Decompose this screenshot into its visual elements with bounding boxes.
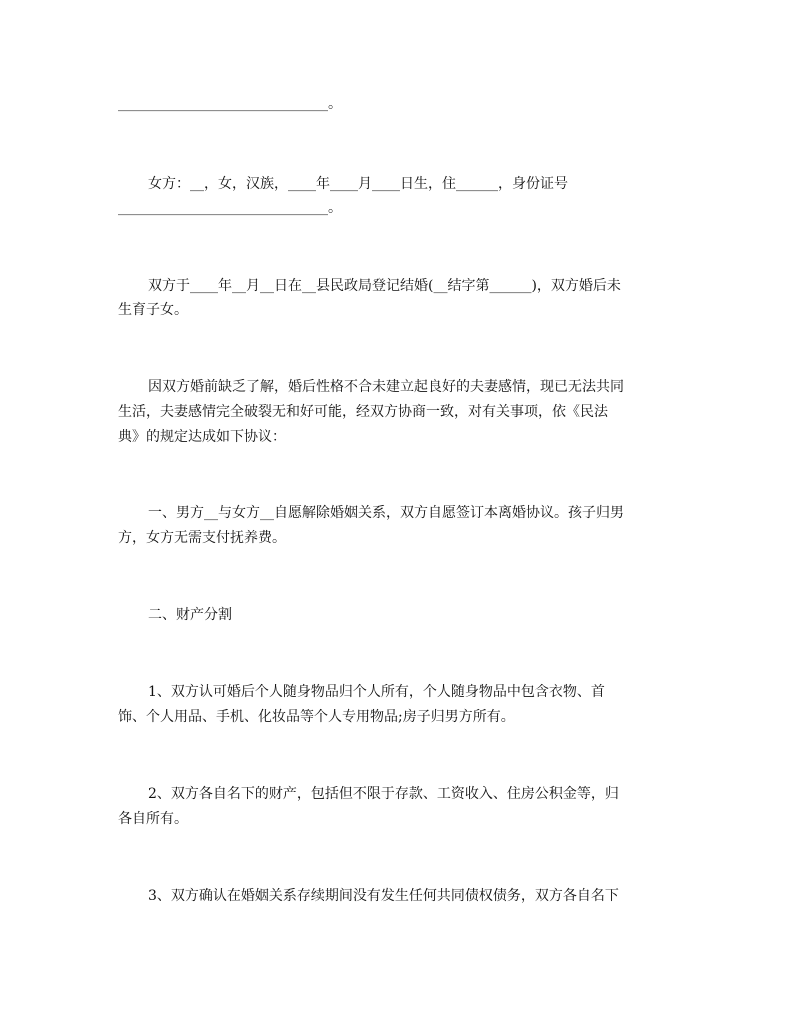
item-2-line-2: 各自所有。	[118, 811, 188, 827]
paragraph-reason-line-2: 生活，夫妻感情完全破裂无和好可能，经双方协商一致，对有关事项，依《民法	[118, 404, 608, 420]
item-1-line-1: 1、双方认可婚后个人随身物品归个人所有，个人随身物品中包含衣物、首	[148, 684, 605, 700]
paragraph-reason-line-3: 典》的规定达成如下协议：	[118, 429, 286, 445]
paragraph-female-party-line-1: 女方：__，女，汉族，____年____月____日生，住______，身份证号	[148, 176, 568, 192]
item-1-line-2: 饰、个人用品、手机、化妆品等个人专用物品;房子归男方所有。	[118, 709, 515, 725]
clause-one-line-1: 一、男方__与女方__自愿解除婚姻关系，双方自愿签订本离婚协议。孩子归男	[148, 505, 624, 521]
clause-one-line-2: 方，女方无需支付抚养费。	[118, 530, 286, 546]
item-3-line-1: 3、双方确认在婚姻关系存续期间没有发生任何共同债权债务，双方各自名下	[148, 888, 619, 904]
paragraph-marriage-registration-line-2: 生育子女。	[118, 302, 188, 318]
paragraph-marriage-registration-line-1: 双方于____年__月__日在__县民政局登记结婚(__结字第______)，双方婚后未	[148, 278, 621, 294]
paragraph-female-party-line-2: ______________________________。	[118, 200, 342, 216]
item-2-line-1: 2、双方各自名下的财产，包括但不限于存款、工资收入、住房公积金等，归	[148, 786, 619, 802]
blank-line-end: ______________________________。	[118, 96, 342, 112]
section-heading-property: 二、财产分割	[148, 607, 232, 623]
paragraph-reason-line-1: 因双方婚前缺乏了解，婚后性格不合未建立起良好的夫妻感情，现已无法共同	[148, 379, 624, 395]
